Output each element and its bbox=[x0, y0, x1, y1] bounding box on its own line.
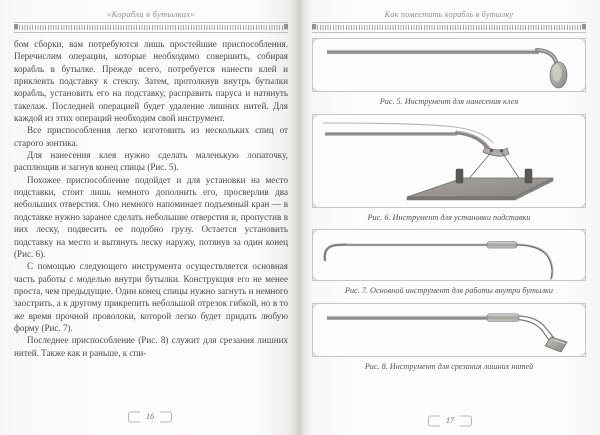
figure-6-caption: Рис. 6. Инструмент для установки подставки bbox=[367, 212, 531, 222]
figure-5 bbox=[312, 38, 586, 108]
page-number: 16 bbox=[132, 412, 168, 421]
figure-6-illustration bbox=[313, 115, 585, 209]
figure-8-illustration bbox=[313, 304, 585, 358]
ornamental-rule-right bbox=[312, 22, 586, 33]
left-running-head: «Корабли в бутылках» bbox=[107, 9, 195, 19]
paragraph: Для нанесения клея нужно сделать маленькую лопаточку, расплющив и загнув конец спицы (Рис. 5). bbox=[14, 150, 288, 173]
figure-8 bbox=[312, 303, 586, 373]
figure-6-frame bbox=[312, 114, 586, 208]
paragraph: бом сборки, вам потребуются лишь простейшие приспособления. Перечислим операции, которые необходимо совершить, собирая корабль в бутылке. Прежде всего, потребуется нанести клей и приклеить подставку к стеклу. Затем, протолкнув внутрь бутылки корабль, установить его на подставку, расправить паруса и натянуть такелаж. Последней операцией будет удаление лишних нитей. Для каждой из этих операций необходим свой инструмент. bbox=[14, 39, 288, 124]
left-page-text-column bbox=[14, 38, 288, 359]
figure-7 bbox=[312, 229, 586, 297]
figure-7-caption: Рис. 7. Основной инструмент для работы внутри бутылки bbox=[345, 286, 553, 295]
paragraph: С помощью следующего инструмента осуществляется основная часть работы с моделью внутри бутылки. Конструкция его не менее проста, чем предыдущие. Один конец спицы нужно загнуть и немного заострить, а к другому прикрепить небольшой отрезок гибкой, но в то же время прочной проволоки, которой легко будет придать любую форму (Рис. 7). bbox=[14, 261, 288, 333]
paragraph: Последнее приспособление (Рис. 8) служит для срезания лишних нитей. Также как и раньше, к спи- bbox=[14, 335, 288, 358]
page-number: 17 bbox=[432, 416, 468, 425]
figure-5-frame bbox=[312, 38, 586, 92]
paragraph: Все приспособления легко изготовить из нескольких спиц от старого зонтика. bbox=[14, 125, 288, 148]
ornamental-rule-left bbox=[14, 22, 288, 33]
figure-6 bbox=[312, 114, 586, 224]
right-page bbox=[300, 0, 600, 435]
figure-7-frame bbox=[312, 229, 586, 281]
figure-7-illustration bbox=[313, 230, 585, 282]
figure-8-caption: Рис. 8. Инструмент для срезания лишних нитей bbox=[364, 361, 534, 371]
figure-5-caption: Рис. 5. Инструмент для нанесения клея bbox=[379, 97, 519, 106]
paragraph: Похожее приспособление подойдет и для установки на место подставки, стоит лишь немного дополнить его, просверлив два небольших отверстия. Оно немного напоминает подъемный кран — в подставке нужно заранее сделать небольшие отверстия и, пропустив в них леску, подвесить ее подобно грузу. Остается установить подставку на место и вытянуть леску наружу, потянув за один конец (Рис. 6). bbox=[14, 174, 288, 259]
figure-5-illustration bbox=[313, 39, 585, 93]
right-running-head: Как поместить корабль в бутылку bbox=[384, 10, 514, 19]
figure-8-frame bbox=[312, 303, 586, 357]
right-page-folio bbox=[300, 416, 600, 425]
left-page-folio bbox=[0, 412, 300, 421]
